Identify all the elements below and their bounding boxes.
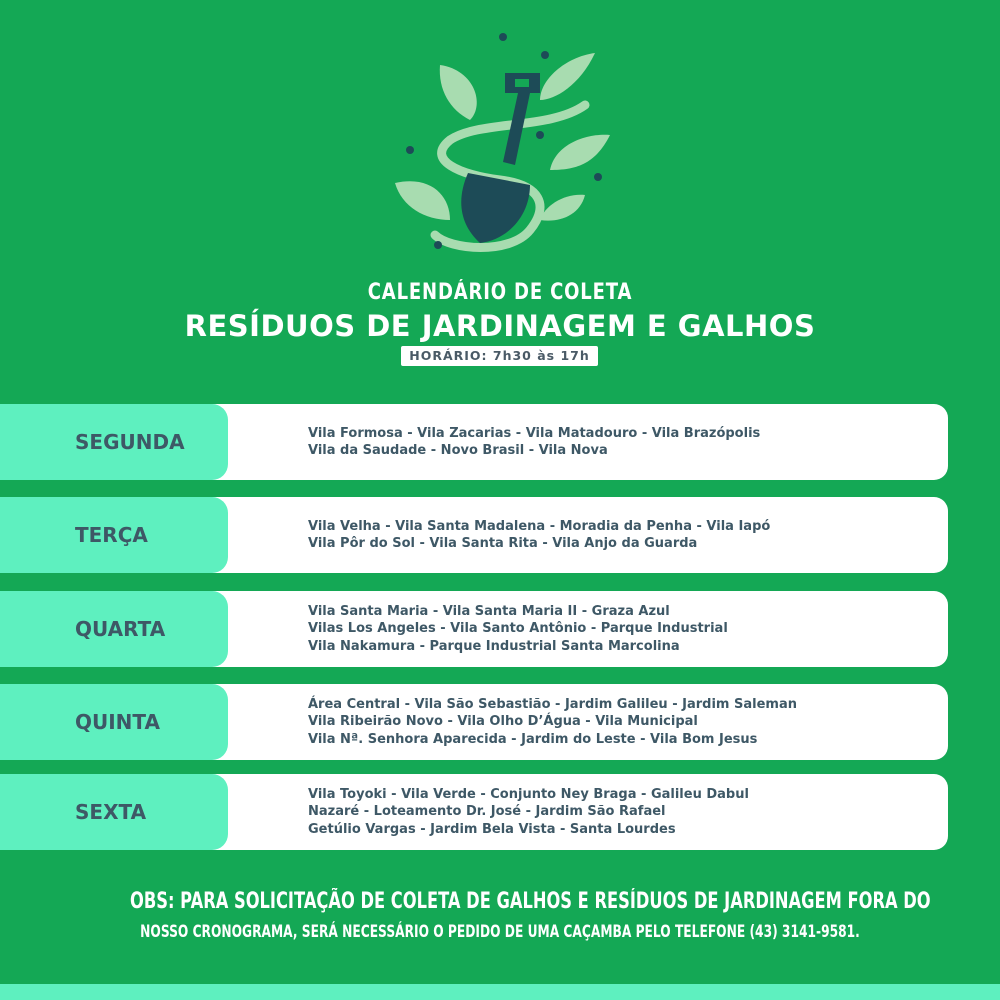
- neighborhoods-list: [308, 684, 938, 760]
- schedule-row-terca: [0, 497, 948, 573]
- neighborhoods-line: Vila da Saudade - Novo Brasil - Vila Nova: [308, 443, 608, 458]
- schedule-row-sexta: [0, 774, 948, 850]
- neighborhoods-line: Vila Formosa - Vila Zacarias - Vila Matadouro - Vila Brazópolis: [308, 425, 761, 441]
- neighborhoods-line: Vilas Los Angeles - Vila Santo Antônio - Parque Industrial: [308, 621, 728, 637]
- neighborhoods-line: Vila Nª. Senhora Aparecida - Jardim do Leste - Vila Bom Jesus: [308, 731, 758, 747]
- neighborhoods-line: Vila Velha - Vila Santa Madalena - Moradia da Penha - Vila Iapó: [308, 518, 771, 534]
- schedule-row-segunda: [0, 404, 948, 480]
- neighborhoods-line: Vila Ribeirão Novo - Vila Olho D’Água - Vila Municipal: [308, 714, 698, 730]
- shovel-with-leaves-icon: [390, 25, 620, 265]
- neighborhoods-line: Vila Toyoki - Vila Verde - Conjunto Ney Braga - Galileu Dabul: [308, 786, 749, 802]
- hours-badge: HORÁRIO: 7h30 às 17h: [401, 346, 598, 366]
- neighborhoods-line: Vila Pôr do Sol - Vila Santa Rita - Vila Anjo da Guarda: [308, 536, 698, 551]
- footer-note-line2: NOSSO CRONOGRAMA, SERÁ NECESSÁRIO O PEDIDO DE UMA CAÇAMBA PELO TELEFONE (43) 3141-9581.: [140, 922, 860, 942]
- neighborhoods-list: [308, 404, 938, 480]
- schedule-row-quinta: [0, 684, 948, 760]
- neighborhoods-line: Nazaré - Loteamento Dr. José - Jardim São Rafael: [308, 804, 666, 820]
- neighborhoods-line: Vila Nakamura - Parque Industrial Santa Marcolina: [308, 638, 680, 654]
- day-label: QUINTA: [75, 710, 160, 734]
- neighborhoods-list: [308, 774, 938, 850]
- neighborhoods-list: [308, 497, 938, 573]
- day-label: SEXTA: [75, 800, 147, 824]
- schedule-row-quarta: [0, 591, 948, 667]
- neighborhoods-line: Vila Santa Maria - Vila Santa Maria II - Graza Azul: [308, 603, 670, 619]
- day-label: SEGUNDA: [75, 430, 185, 454]
- neighborhoods-line: Getúlio Vargas - Jardim Bela Vista - Santa Lourdes: [308, 821, 676, 837]
- neighborhoods-line: Área Central - Vila São Sebastião - Jardim Galileu - Jardim Saleman: [308, 696, 797, 712]
- day-label: TERÇA: [75, 523, 148, 547]
- neighborhoods-list: [308, 591, 938, 667]
- page-title-line2: RESÍDUOS DE JARDINAGEM E GALHOS: [184, 309, 816, 343]
- footer-note-line1: OBS: PARA SOLICITAÇÃO DE COLETA DE GALHOS E RESÍDUOS DE JARDINAGEM FORA DO: [130, 889, 931, 914]
- day-label: QUARTA: [75, 617, 166, 641]
- page-title-line1: CALENDÁRIO DE COLETA: [367, 280, 633, 305]
- bottom-strip: [0, 984, 1000, 1000]
